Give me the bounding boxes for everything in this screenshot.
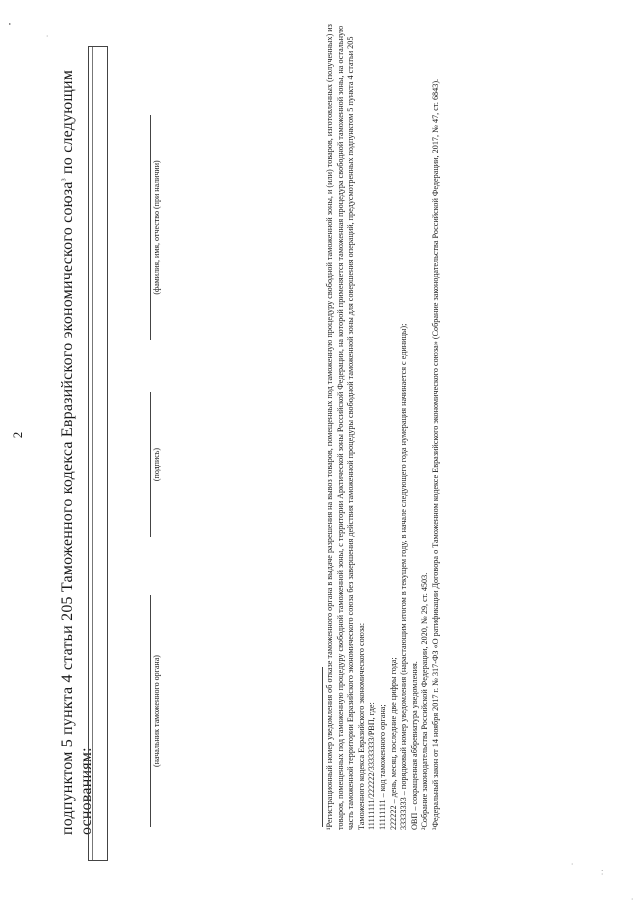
main-text-line1: подпунктом 5 пункта 4 статьи 205 Таможенного кодекса Евразийского экономического союза <box>59 181 76 835</box>
footnote-date: 222222 – день, месяц, последние две цифры года; <box>388 657 398 830</box>
main-text-line1-end: по следующим <box>59 69 76 179</box>
footnote-separator <box>322 667 323 827</box>
footnote-code: 11111111 – код таможенного органа; <box>377 704 387 830</box>
name-line <box>150 115 151 340</box>
footnote-number: 33333333 – порядковый номер уведомления (нарастающим итогом в текущем году, в начале следующего года нумерация начинается с единицы); <box>399 323 409 830</box>
footnotes <box>325 20 442 830</box>
footnote-abbrev: ОВП – сокращенная аббревиатура уведомления. <box>409 661 419 830</box>
scan-speck: · <box>45 35 51 37</box>
grounds-table-inner-line <box>92 47 107 860</box>
name-caption: (фамилия, имя, отчество (при наличии) <box>152 160 161 295</box>
scan-speck: · · <box>600 869 606 875</box>
main-text-line2: основаниям: <box>78 747 95 835</box>
grounds-table <box>88 46 108 861</box>
signature-line <box>150 392 151 537</box>
signature-caption: (подпись) <box>152 447 161 482</box>
page-number: 2 <box>10 431 25 439</box>
position-caption: (начальник таможенного органа) <box>152 655 161 767</box>
scan-speck: · <box>630 898 636 900</box>
scan-speck: · <box>570 863 576 865</box>
footnote-2: ²Собрание законодательства Российской Федерации, 2020, № 29, ст. 4503. <box>420 572 430 830</box>
footnote-format: 11111111/222222/33333333/РВП, где: <box>367 702 377 830</box>
position-line <box>150 595 151 827</box>
footnote-1: ¹Регистрационный номер уведомления об отказе таможенного органа в выдаче разрешения на вывоз товаров, помещенных под таможенную процедуру свободной таможенной зоны, и (или) товаров, изготовленных (полученных) из товаров, помещенных под таможенную процедуру свободной таможенной зоны, с территории Арктической зоны Российской Федерации, на которой применяется таможенная процедура свободной таможенной зоны, на остальную часть таможенной территории Евразийского экономического союза без завершения действия таможенной процедуры свободной таможенной зоны для совершения операций, предусмотренных подпунктом 5 пункта 4 статьи 205 Таможенного кодекса Евразийского экономического союза: <box>325 24 366 830</box>
footnote-ref-3: 3 <box>61 178 68 182</box>
scan-speck: • <box>8 22 14 25</box>
footnote-3: ³Федеральный закон от 14 ноября 2017 г. № 317-ФЗ «О ратификации Договора о Таможенном кодексе Евразийского экономического союза» (Собрание законодательства Российской Федерации, 2017, № 47, ст. 6843). <box>430 78 440 830</box>
